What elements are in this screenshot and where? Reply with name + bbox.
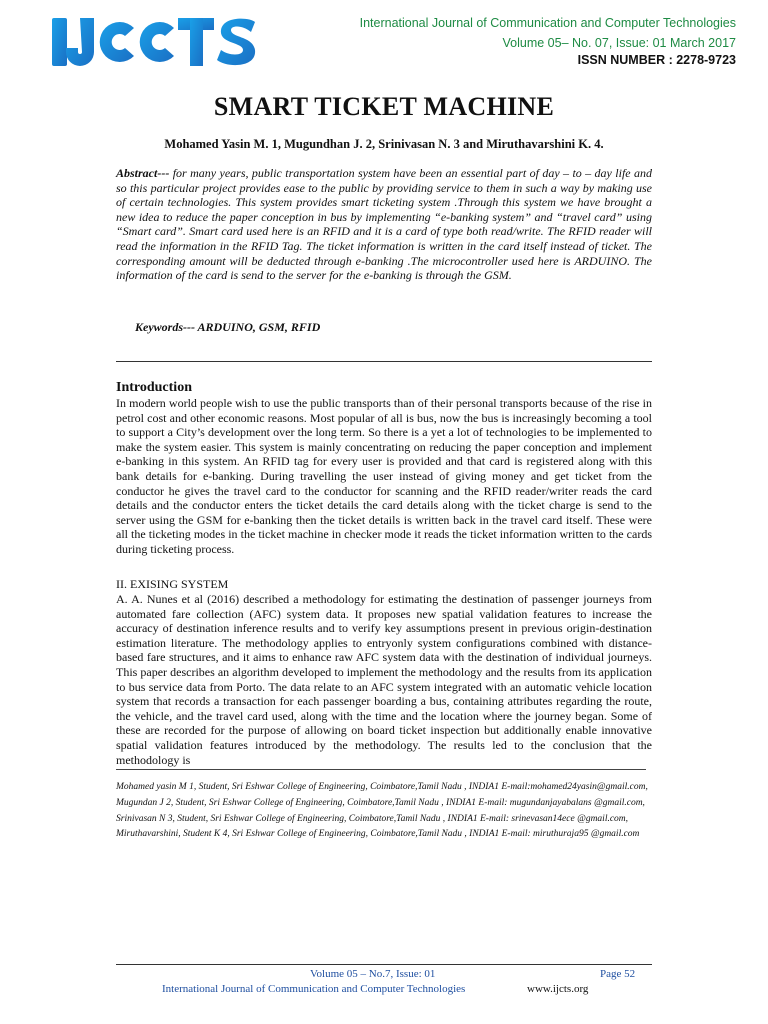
footnote-item: Mohamed yasin M 1, Student, Sri Eshwar College of Engineering, Coimbatore,Tamil Nadu , INDIA1 E-mail:mohamed24yasin@gmail.com, [116, 782, 648, 792]
footnote-divider [116, 769, 646, 770]
abstract [116, 166, 652, 283]
journal-logo [50, 14, 260, 70]
section-heading-existing-system: II. EXISING SYSTEM [116, 577, 229, 591]
section-heading-introduction: Introduction [116, 380, 192, 395]
footer-page-number: Page 52 [600, 968, 636, 980]
footnote-item: Mugundan J 2, Student, Sri Eshwar College of Engineering, Coimbatore,Tamil Nadu , INDIA1 E-mail: mugundanjayabalans @gmail.com, [116, 797, 645, 808]
paper-authors: Mohamed Yasin M. 1, Mugundhan J. 2, Srinivasan N. 3 and Miruthavarshini K. 4. [164, 137, 604, 151]
abstract-text: for many years, public transportation system have been an essential part of day – to – day life and so this particular project provides ease to the public by providing service to them in such a way by making use of certain technologies. This system provides smart ticketing system .Through this system we have brought a new idea to reduce the paper conception in bus by implementing “e-banking system” and “travel card” using “Smart card”. Smart card used here is an RFID and it is a card of type both read/write. The RFID reader will read the information in the RFID Tag. The ticket information is written in the card itself instead of ticket. The corresponding amount will be deducted through e-banking .The microcontroller used here is ARDUINO. The information of the card is send to the server for the e-banking is through the GSM. [116, 166, 652, 283]
keywords: Keywords--- ARDUINO, GSM, RFID [135, 320, 321, 334]
abstract-label: Abstract--- [116, 166, 170, 180]
journal-name-header: International Journal of Communication and Computer Technologies [359, 16, 736, 30]
existing-system-text: A. A. Nunes et al (2016) described a methodology for estimating the destination of passenger journeys from automated fare collection (AFC) system data. It proposes new spatial validation features to increase the accuracy of destination inference results and to verify key assumptions present in previous origin-destination estimation literature. The methodology applies to entryonly system configurations combined with distance-based fare structures, and it aims to enhance raw AFC system data with the destination of individual journeys. This paper describes an algorithm developed to implement the methodology and the results from its application to bus service data from Porto. The data relate to an AFC system integrated with an automatic vehicle location system that records a transaction for each passenger boarding a bus, containing attributes regarding the route, the vehicle, and the travel card used, along with the time and the location where the journey began. Some of these are recorded for the purpose of allowing on board ticket inspection but additionally enable innovative spatial validation features introduced by the methodology. The results led to the conclusion that the methodology is [116, 592, 652, 767]
footer-volume: Volume 05 – No.7, Issue: 01 [310, 968, 436, 980]
footnote-item: Miruthavarshini, Student K 4, Sri Eshwar College of Engineering, Coimbatore,Tamil Nadu , INDIA1 E-mail: miruthuraja95 @gmail.com [116, 829, 640, 840]
footnote-item: Srinivasan N 3, Student, Sri Eshwar College of Engineering, Coimbatore,Tamil Nadu , INDIA1 E-mail: srinevasan14ece @gmail.com, [116, 813, 629, 824]
volume-issue-header: Volume 05– No. 07, Issue: 01 March 2017 [502, 36, 736, 50]
footer-website-link[interactable]: www.ijcts.org [527, 983, 589, 995]
divider [116, 361, 652, 362]
author-footnotes [116, 780, 652, 843]
paper-title: SMART TICKET MACHINE [213, 92, 555, 121]
footer-journal-name: International Journal of Communication and Computer Technologies [162, 983, 466, 995]
introduction-text: In modern world people wish to use the public transports than of their personal transports because of the rise in petrol cost and other economic reasons. Most popular of all is bus, now the bus is increasingly becoming a tool to support a City’s development over the long term. So there is a yet a lot of technologies to be implemented to make the system easier. This system is mainly concentrating on reducing the paper conception and implement e-banking in this system. An RFID tag for every user is provided and that card is registered along with this bank details for e-banking. During travelling the user instead of giving money and get ticket from the conductor he gives the travel card to the conductor for scanning and the RFID reader/writer reads the card details and the conductor enters the ticket details the card details along with the ticket charge is send to the server using the GSM for e-banking then the ticket details is written back in the travel card itself. These were all the ticketing modes in the ticket machine in checker mode it reads the ticket information written to the cards during ticketing process. [116, 396, 652, 556]
issn-header: ISSN NUMBER : 2278-9723 [577, 53, 736, 67]
footer-divider [116, 964, 652, 965]
